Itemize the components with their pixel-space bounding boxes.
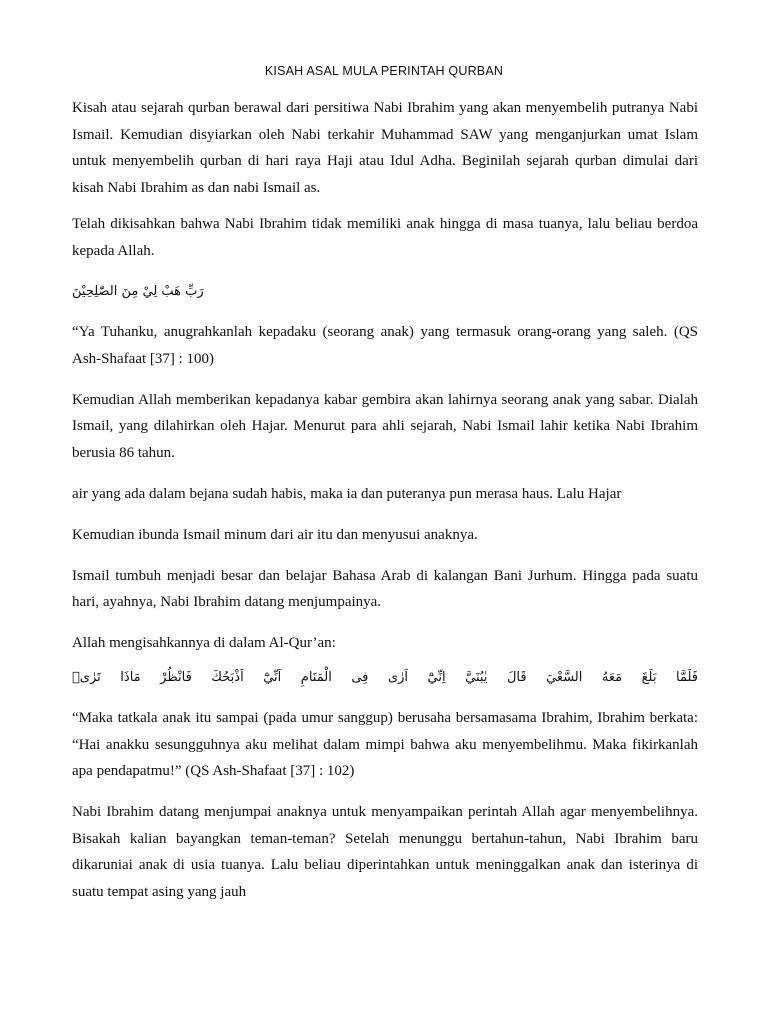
paragraph-ibrahim-command: Nabi Ibrahim datang menjumpai anaknya untuk menyampaikan perintah Allah agar menyembelihnya. Bisakah kalian bayangkan teman-teman? Setelah menunggu bertahun-tahun, Nabi Ibrahim baru dikaruniai anak di usia tuanya. Lalu beliau diperintahkan untuk meninggalkan anak dan isterinya di suatu tempat asing yang jauh xyxy=(72,804,698,900)
paragraph-quran-intro: Allah mengisahkannya di dalam Al-Qur’an: xyxy=(72,635,336,651)
document-body xyxy=(72,95,698,920)
paragraph-ibrahim-prayer: Telah dikisahkan bahwa Nabi Ibrahim tidak memiliki anak hingga di masa tuanya, lalu beliau berdoa kepada Allah. xyxy=(72,216,698,259)
paragraph-verse-translation-102: “Maka tatkala anak itu sampai (pada umur sanggup) berusaha bersamasama Ibrahim, Ibrahim berkata: “Hai anakku sesungguhnya aku melihat dalam mimpi bahwa aku menyembelihmu. Maka fikirkanlah apa pendapatmu!” (QS Ash-Shafaat [37] : 102) xyxy=(72,710,698,779)
paragraph-intro: Kisah atau sejarah qurban berawal dari persitiwa Nabi Ibrahim yang akan menyembelih putranya Nabi Ismail. Kemudian disyiarkan oleh Nabi terkahir Muhammad SAW yang menganjurkan umat Islam untuk menyembelih qurban di hari raya Haji atau Idul Adha. Beginilah sejarah qurban dimulai dari kisah Nabi Ibrahim as dan nabi Ismail as. xyxy=(72,100,698,196)
arabic-verse-prayer: رَبِّ هَبْ لِيْ مِنَ الصّٰلِحِيْنَ xyxy=(72,283,204,299)
arabic-verse-dream: فَلَمَّا بَلَغَ مَعَهُ السَّعْيَ قَالَ يٰبُنَيَّ اِنِّيْٓ اَرٰى فِى الْمَنَامِ اَنِّيْٓ اَذْبَحُكَ فَانْظُرْ مَاذَا تَرٰىۗ xyxy=(72,669,698,685)
paragraph-ismail-grows: Ismail tumbuh menjadi besar dan belajar Bahasa Arab di kalangan Bani Jurhum. Hingga pada suatu hari, ayahnya, Nabi Ibrahim datang menjumpainya. xyxy=(72,567,698,610)
paragraph-mother-drinks: Kemudian ibunda Ismail minum dari air itu dan menyusui anaknya. xyxy=(72,526,478,543)
paragraph-verse-translation-100: “Ya Tuhanku, anugrahkanlah kepadaku (seorang anak) yang termasuk orang-orang yang saleh. (QS Ash-Shafaat [37] : 100) xyxy=(72,324,698,367)
paragraph-water-empty: air yang ada dalam bejana sudah habis, maka ia dan puteranya pun merasa haus. Lalu Hajar xyxy=(72,485,622,502)
document-title: KISAH ASAL MULA PERINTAH QURBAN xyxy=(264,64,504,78)
paragraph-ismail-birth: Kemudian Allah memberikan kepadanya kabar gembira akan lahirnya seorang anak yang sabar. Dialah Ismail, yang dilahirkan oleh Hajar. Menurut para ahli sejarah, Nabi Ismail lahir ketika Nabi Ibrahim berusia 86 tahun. xyxy=(72,391,698,461)
